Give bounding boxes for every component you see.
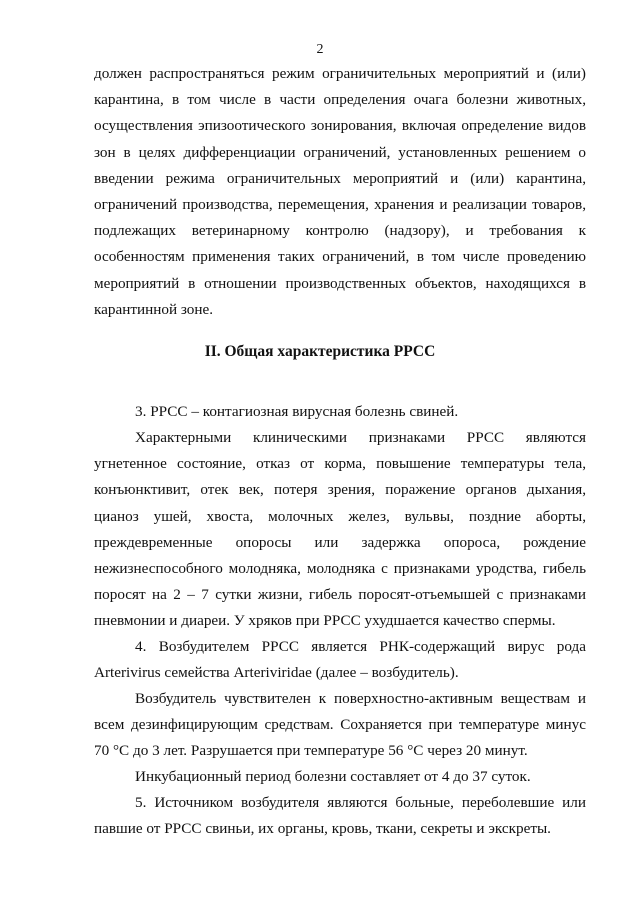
paragraph-pathogen-resistance: Возбудитель чувствителен к поверхностно-активным веществам и всем дезинфицирующим средствам. Сохраняется при температуре минус 70 °C до 3 лет. Разрушается при температуре 56 °C через 20 минут. <box>94 690 586 760</box>
paragraph-4-pathogen: 4. Возбудителем РРСС является РНК-содержащий вирус рода Arterivirus семейства Arteriviridae (далее – возбудитель). <box>94 638 586 682</box>
paragraph-5-source: 5. Источником возбудителя являются больные, переболевшие или павшие от РРСС свиньи, их органы, кровь, ткани, секреты и экскреты. <box>94 794 586 838</box>
paragraph-3-definition: 3. РРСС – контагиозная вирусная болезнь свиней. <box>135 403 459 420</box>
section-heading: II. Общая характеристика РРСС <box>204 343 436 360</box>
paragraph-quarantine-continuation: должен распространяться режим ограничительных мероприятий и (или) карантина, в том числе в части определения очага болезни животных, осуществления эпизоотического зонирования, включая определение видов зон в целях дифференциации ограничений, установленных решением о введении режима ограничительных мероприятий и (или) карантина, ограничений производства, перемещения, хранения и реализации товаров, подлежащих ветеринарному контролю (надзору), и требования к особенностям применения таких ограничений, в том числе проведению мероприятий в отношении производственных объектов, находящихся в карантинной зоне. <box>94 65 586 318</box>
page-number: 2 <box>316 42 324 57</box>
paragraph-incubation-period: Инкубационный период болезни составляет от 4 до 37 суток. <box>135 768 531 785</box>
paragraph-clinical-signs: Характерными клиническими признаками РРСС являются угнетенное состояние, отказ от корма, повышение температуры тела, конъюнктивит, отек век, потеря зрения, поражение органов дыхания, цианоз ушей, хвоста, молочных желез, вульвы, поздние аборты, преждевременные опоросы или задержка опороса, рождение нежизнеспособного молодняка, молодняка с признаками уродства, гибель поросят на 2 – 7 сутки жизни, гибель поросят-отъемышей с признаками пневмонии и диареи. У хряков при РРСС ухудшается качество спермы. <box>94 429 586 630</box>
